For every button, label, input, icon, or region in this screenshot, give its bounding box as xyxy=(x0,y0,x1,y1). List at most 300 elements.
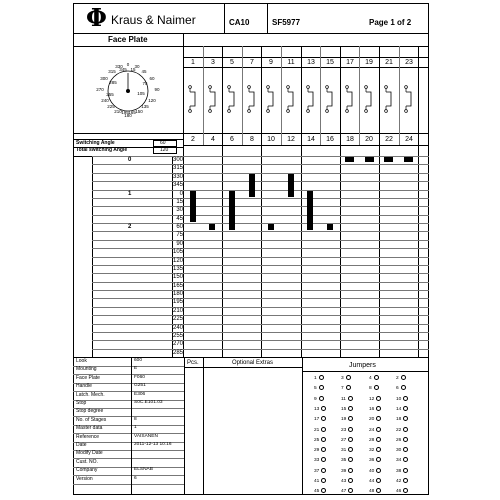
jumper-terminal xyxy=(341,457,353,464)
closed-contact-bar xyxy=(345,157,354,162)
jumper-terminal xyxy=(341,488,353,495)
info-label: Date xyxy=(76,442,87,448)
jumper-terminal xyxy=(314,375,324,382)
jumper-terminal xyxy=(314,406,326,413)
jumper-terminal-number: 26 xyxy=(396,437,402,443)
jumper-terminal-number: 21 xyxy=(314,427,320,433)
jumper-terminal xyxy=(369,375,379,382)
position-label: 1 xyxy=(128,191,132,197)
angle-label: 315 xyxy=(172,165,183,171)
jumper-terminal xyxy=(369,385,379,392)
angle-label: 195 xyxy=(172,299,183,305)
jumper-terminal xyxy=(341,447,353,454)
info-label: No. of Stages xyxy=(76,417,107,423)
jumper-terminal-icon xyxy=(376,416,381,421)
grid-row-line xyxy=(92,349,429,350)
grid-row-line xyxy=(92,231,429,232)
jumper-terminal-number: 36 xyxy=(369,457,375,463)
contact-bottom-number: 10 xyxy=(267,136,275,143)
jumper-terminal-number: 27 xyxy=(341,437,347,443)
info-value: E xyxy=(134,366,138,371)
jumper-terminal xyxy=(369,396,381,403)
angle-label: 285 xyxy=(172,350,183,356)
angle-label: 60 xyxy=(176,224,183,230)
total-switching-angle-box xyxy=(153,147,177,154)
contact-column-divider xyxy=(183,46,184,357)
contact-top-number: 5 xyxy=(230,59,234,66)
jumper-terminal xyxy=(396,416,408,423)
closed-contact-bar xyxy=(365,157,374,162)
jumper-terminal-number: 35 xyxy=(341,457,347,463)
angle-label: 120 xyxy=(172,258,183,264)
section-divider xyxy=(184,367,302,368)
contact-top-number: 13 xyxy=(307,59,315,66)
contact-column-divider xyxy=(301,46,302,357)
angle-label: 240 xyxy=(172,325,183,331)
jumper-terminal-number: 2 xyxy=(396,375,399,381)
jumper-terminal-icon xyxy=(346,375,351,380)
contact-symbol-icon xyxy=(207,84,219,114)
info-label: Look xyxy=(76,358,87,364)
company-logo-icon: Φ xyxy=(86,3,107,32)
jumper-terminal xyxy=(341,396,353,403)
drawing-number: SF5977 xyxy=(272,18,301,27)
contact-column-divider xyxy=(418,46,419,357)
jumper-terminal xyxy=(369,416,381,423)
contact-row-divider xyxy=(73,133,429,134)
jumper-terminal-number: 4 xyxy=(369,375,372,381)
jumper-terminal xyxy=(314,447,326,454)
dial-angle-label: 225 xyxy=(107,104,115,109)
grid-row-line xyxy=(92,156,429,157)
jumper-terminal-number: 14 xyxy=(396,406,402,412)
jumper-terminal-icon xyxy=(321,447,326,452)
contact-bottom-number: 20 xyxy=(365,136,373,143)
jumper-terminal xyxy=(396,427,408,434)
grid-row-line xyxy=(92,198,429,199)
contact-symbol-icon xyxy=(265,84,277,114)
dial-angle-label: 285 xyxy=(109,80,117,85)
jumper-terminal xyxy=(341,468,353,475)
dial-angle-label: 270 xyxy=(96,87,104,92)
grid-row-line xyxy=(92,298,429,299)
grid-row-line xyxy=(92,240,429,241)
angle-label: 345 xyxy=(172,182,183,188)
jumper-terminal-icon xyxy=(319,385,324,390)
jumper-terminal xyxy=(314,488,326,495)
angle-label: 105 xyxy=(172,249,183,255)
jumper-terminal-number: 46 xyxy=(396,488,402,494)
grid-row-line xyxy=(92,164,429,165)
info-value: F060 xyxy=(134,375,145,380)
jumper-terminal-number: 11 xyxy=(341,396,346,402)
contact-symbol-icon xyxy=(305,84,317,114)
contact-bottom-number: 14 xyxy=(307,136,315,143)
position-label: 2 xyxy=(128,224,132,230)
contact-symbol-icon xyxy=(246,84,258,114)
closed-contact-bar xyxy=(307,191,313,230)
grid-row-line xyxy=(92,190,429,191)
angle-label: 180 xyxy=(172,291,183,297)
jumper-terminal-icon xyxy=(319,375,324,380)
jumper-terminal-icon xyxy=(348,396,353,401)
info-value: G251 xyxy=(134,383,146,388)
grid-row-line xyxy=(92,223,429,224)
contact-bottom-number: 16 xyxy=(326,136,334,143)
contact-row-divider xyxy=(183,145,429,146)
grid-row-line xyxy=(92,332,429,333)
jumper-terminal-icon xyxy=(403,396,408,401)
contact-symbol-icon xyxy=(363,84,375,114)
dial-angle-label: 210 xyxy=(114,109,122,114)
jumper-terminal-number: 20 xyxy=(369,416,375,422)
jumper-terminal-number: 32 xyxy=(369,447,375,453)
jumper-terminal-number: 13 xyxy=(314,406,320,412)
jumper-terminal-icon xyxy=(321,427,326,432)
dial-angle-label: 90 xyxy=(154,87,160,92)
jumper-terminal-number: 10 xyxy=(396,396,402,402)
jumper-terminal-number: 47 xyxy=(341,488,347,494)
dial-angle-label: 330 xyxy=(115,64,123,69)
grid-row-line xyxy=(92,248,429,249)
jumper-terminal-number: 34 xyxy=(396,457,402,463)
jumper-terminal-icon xyxy=(348,488,353,493)
jumper-terminal xyxy=(396,488,408,495)
jumper-terminal-number: 3 xyxy=(341,375,344,381)
jumper-terminal-number: 43 xyxy=(341,478,347,484)
jumper-terminal-icon xyxy=(346,385,351,390)
contact-symbol-icon xyxy=(324,84,336,114)
contact-top-number: 9 xyxy=(269,59,273,66)
closed-contact-bar xyxy=(384,157,393,162)
grid-row-line xyxy=(92,273,429,274)
jumper-terminal xyxy=(396,478,408,485)
dial-angle-label: 315 xyxy=(108,69,116,74)
info-value: 1 xyxy=(134,425,137,430)
contact-column-divider xyxy=(222,46,223,357)
closed-contact-bar xyxy=(404,157,413,162)
jumper-terminal-number: 42 xyxy=(396,478,402,484)
jumper-terminal-icon xyxy=(403,427,408,432)
jumper-terminal-icon xyxy=(376,488,381,493)
angle-label: 135 xyxy=(172,266,183,272)
angle-label: 225 xyxy=(172,316,183,322)
contact-bottom-number: 18 xyxy=(346,136,354,143)
jumpers-title: Jumpers xyxy=(349,362,376,369)
dial-angle-label: 0 xyxy=(126,62,130,67)
info-label: Modify Date xyxy=(76,450,103,456)
switching-angle-value: 60 xyxy=(160,140,166,146)
jumper-terminal-icon xyxy=(376,447,381,452)
angle-label: 210 xyxy=(172,308,183,314)
jumper-terminal-icon xyxy=(403,447,408,452)
header-divider xyxy=(267,3,268,33)
jumper-terminal-icon xyxy=(376,396,381,401)
grid-row-line xyxy=(92,282,429,283)
jumper-terminal xyxy=(341,375,351,382)
jumper-terminal-number: 7 xyxy=(341,385,344,391)
grid-row-line xyxy=(92,307,429,308)
info-label: Master data xyxy=(76,425,103,431)
jumper-terminal xyxy=(314,468,326,475)
closed-contact-bar xyxy=(229,191,235,230)
contact-top-number: 23 xyxy=(405,59,413,66)
contact-symbol-icon xyxy=(187,84,199,114)
contact-top-number: 1 xyxy=(191,59,195,66)
info-value: ELSNAB xyxy=(134,467,153,472)
jumper-terminal-icon xyxy=(321,478,326,483)
dial-angle-label: 255 xyxy=(106,92,114,97)
jumper-terminal-number: 24 xyxy=(369,427,375,433)
jumper-terminal-number: 22 xyxy=(396,427,402,433)
info-column-divider xyxy=(131,357,132,495)
info-label: Face Plate xyxy=(76,375,100,381)
dial-angle-label: 105 xyxy=(137,91,145,96)
jumper-terminal-icon xyxy=(374,375,379,380)
grid-row-line xyxy=(92,215,429,216)
jumper-terminal-number: 5 xyxy=(314,385,317,391)
jumper-terminal-number: 29 xyxy=(314,447,320,453)
angle-label: 150 xyxy=(172,274,183,280)
contact-top-number: 3 xyxy=(211,59,215,66)
jumper-terminal-number: 33 xyxy=(314,457,320,463)
jumper-terminal-number: 15 xyxy=(341,406,347,412)
dial-angle-label: 45 xyxy=(141,69,147,74)
info-label: Mounting xyxy=(76,366,97,372)
jumper-terminal-icon xyxy=(348,437,353,442)
jumper-terminal xyxy=(396,457,408,464)
jumper-terminal xyxy=(341,437,353,444)
jumper-terminal xyxy=(396,396,408,403)
info-label: Handle xyxy=(76,383,92,389)
jumper-terminal-number: 19 xyxy=(341,416,347,422)
jumper-terminal-number: 23 xyxy=(341,427,347,433)
jumper-terminal-icon xyxy=(321,406,326,411)
jumper-terminal xyxy=(314,396,324,403)
jumper-terminal-icon xyxy=(321,468,326,473)
page-indicator: Page 1 of 2 xyxy=(369,18,412,27)
jumper-terminal-icon xyxy=(376,468,381,473)
jumper-terminal-icon xyxy=(403,488,408,493)
jumper-terminal-number: 48 xyxy=(369,488,375,494)
dial-angle-label: 240 xyxy=(101,98,109,103)
dial-angle-label: 300 xyxy=(100,76,108,81)
position-label: 0 xyxy=(128,157,132,163)
jumper-terminal-icon xyxy=(403,406,408,411)
jumper-terminal-icon xyxy=(403,457,408,462)
contact-bottom-number: 2 xyxy=(191,136,195,143)
contact-bottom-number: 8 xyxy=(250,136,254,143)
jumper-terminal xyxy=(396,406,408,413)
dial-angle-label: 30 xyxy=(134,64,140,69)
jumper-terminal xyxy=(369,406,381,413)
contact-column-divider xyxy=(379,46,380,357)
jumper-terminal-number: 8 xyxy=(369,385,372,391)
dial-angle-label: 75 xyxy=(142,81,148,86)
jumper-terminal-number: 41 xyxy=(314,478,320,484)
jumper-terminal xyxy=(369,437,381,444)
contact-bottom-number: 12 xyxy=(287,136,295,143)
face-plate-title: Face Plate xyxy=(108,35,148,44)
jumper-terminal-icon xyxy=(403,416,408,421)
grid-row-line xyxy=(92,315,429,316)
section-divider xyxy=(302,357,303,495)
angle-label: 300 xyxy=(172,157,183,163)
jumper-terminal xyxy=(369,468,381,475)
jumper-terminal xyxy=(396,385,406,392)
jumper-terminal-icon xyxy=(348,457,353,462)
contact-symbol-icon xyxy=(344,84,356,114)
contact-symbol-icon xyxy=(285,84,297,114)
angle-label: 90 xyxy=(176,241,183,247)
face-plate-dial xyxy=(73,47,183,135)
info-row-line xyxy=(73,400,184,401)
jumper-terminal xyxy=(314,457,326,464)
jumper-terminal xyxy=(314,385,324,392)
contact-symbol-icon xyxy=(226,84,238,114)
grid-row-line xyxy=(92,290,429,291)
grid-row-line xyxy=(92,340,429,341)
pcs-header: Pcs. xyxy=(187,360,199,366)
jumper-terminal-icon xyxy=(321,416,326,421)
jumper-terminal-icon xyxy=(321,488,326,493)
jumper-terminal-icon xyxy=(376,406,381,411)
contact-top-number: 11 xyxy=(287,59,295,66)
angle-label: 255 xyxy=(172,333,183,339)
angle-label: 15 xyxy=(176,199,183,205)
contact-bottom-number: 6 xyxy=(230,136,234,143)
contact-column-divider xyxy=(340,46,341,357)
info-row-line xyxy=(73,484,184,485)
jumper-terminal-icon xyxy=(348,468,353,473)
jumper-terminal xyxy=(396,437,408,444)
jumper-terminal xyxy=(369,488,381,495)
dial-angle-label: 120 xyxy=(148,98,156,103)
closed-contact-bar xyxy=(327,224,333,230)
info-value: 2011-12-13 10:16 xyxy=(134,442,172,447)
jumper-terminal-icon xyxy=(319,396,324,401)
grid-row-line xyxy=(92,173,429,174)
total-switching-angle-label: Total switching Angle xyxy=(76,147,128,153)
info-label: Reference xyxy=(76,434,100,440)
angle-label: 0 xyxy=(179,191,183,197)
contact-top-number: 15 xyxy=(326,59,334,66)
jumper-terminal xyxy=(396,468,408,475)
jumper-terminal-number: 44 xyxy=(369,478,375,484)
contact-top-number: 7 xyxy=(250,59,254,66)
dial-angle-label: 60 xyxy=(149,76,155,81)
jumper-terminal-number: 17 xyxy=(314,416,320,422)
section-divider xyxy=(184,357,185,495)
contact-row-divider xyxy=(183,57,429,58)
jumper-terminal xyxy=(369,457,381,464)
contact-row-divider xyxy=(183,67,429,68)
contact-symbol-icon xyxy=(383,84,395,114)
jumper-terminal xyxy=(341,406,353,413)
switching-angle-label: Switching Angle xyxy=(76,140,115,146)
jumper-terminal-icon xyxy=(376,437,381,442)
jumper-terminal-icon xyxy=(403,468,408,473)
dial-angle-label: 15 xyxy=(130,67,136,72)
series-code: CA10 xyxy=(229,18,250,27)
info-value: S0C.E101.03 xyxy=(134,400,163,405)
jumper-terminal xyxy=(341,427,353,434)
info-label: Version xyxy=(76,476,93,482)
dial-angle-label: 180 xyxy=(124,113,132,118)
jumper-terminal-icon xyxy=(348,427,353,432)
jumper-terminal-number: 40 xyxy=(369,468,375,474)
contact-bottom-number: 4 xyxy=(211,136,215,143)
jumper-terminal xyxy=(314,416,326,423)
closed-contact-bar xyxy=(288,174,294,197)
jumper-terminal xyxy=(341,385,351,392)
jumper-terminal-icon xyxy=(321,457,326,462)
contact-top-number: 17 xyxy=(346,59,354,66)
jumper-terminal-icon xyxy=(403,437,408,442)
angle-label: 75 xyxy=(176,232,183,238)
jumper-terminal-number: 18 xyxy=(396,416,402,422)
jumper-terminal-icon xyxy=(376,457,381,462)
closed-contact-bar xyxy=(268,224,274,230)
total-switching-angle-value: 120 xyxy=(160,147,169,153)
jumper-terminal xyxy=(341,416,353,423)
jumper-terminal xyxy=(369,478,381,485)
jumper-terminal xyxy=(314,427,326,434)
jumper-terminal-icon xyxy=(376,478,381,483)
jumper-terminal-icon xyxy=(348,447,353,452)
info-label: Stop xyxy=(76,400,87,406)
angle-label: 45 xyxy=(176,216,183,222)
jumper-terminal xyxy=(396,447,408,454)
contact-bottom-number: 24 xyxy=(405,136,413,143)
jumper-terminal-icon xyxy=(348,416,353,421)
jumper-terminal-number: 45 xyxy=(314,488,320,494)
jumper-terminal-icon xyxy=(348,406,353,411)
header-divider xyxy=(224,3,225,33)
jumper-terminal-number: 30 xyxy=(396,447,402,453)
grid-row-line xyxy=(92,181,429,182)
info-label: Latch. Mech. xyxy=(76,392,105,398)
section-divider xyxy=(203,357,204,495)
jumper-terminal xyxy=(314,478,326,485)
grid-row-line xyxy=(92,324,429,325)
info-value: VAISANEN xyxy=(134,434,158,439)
jumper-terminal-number: 6 xyxy=(396,385,399,391)
closed-contact-bar xyxy=(249,174,255,197)
jumper-terminal-number: 1 xyxy=(314,375,317,381)
dial-angle-label: 150 xyxy=(135,109,143,114)
jumper-terminal-number: 37 xyxy=(314,468,320,474)
jumper-terminal xyxy=(369,447,381,454)
info-label: Cust. NO. xyxy=(76,459,98,465)
dial-angle-label: 195 xyxy=(121,110,129,115)
info-value: 8 xyxy=(134,417,137,422)
jumper-terminal-number: 31 xyxy=(341,447,347,453)
section-divider xyxy=(73,357,429,358)
contact-column-divider xyxy=(261,46,262,357)
contact-bottom-number: 22 xyxy=(385,136,393,143)
dial-angle-label: 345 xyxy=(119,67,127,72)
jumper-terminal-icon xyxy=(376,427,381,432)
jumper-terminal xyxy=(314,437,326,444)
jumper-terminal xyxy=(369,427,381,434)
jumper-terminal-icon xyxy=(403,478,408,483)
jumper-terminal-icon xyxy=(374,385,379,390)
optional-extras-header: Optional Extras xyxy=(232,360,274,366)
info-value: 600 xyxy=(134,358,143,363)
switching-angle-box xyxy=(153,140,177,147)
jumper-terminal-number: 25 xyxy=(314,437,320,443)
